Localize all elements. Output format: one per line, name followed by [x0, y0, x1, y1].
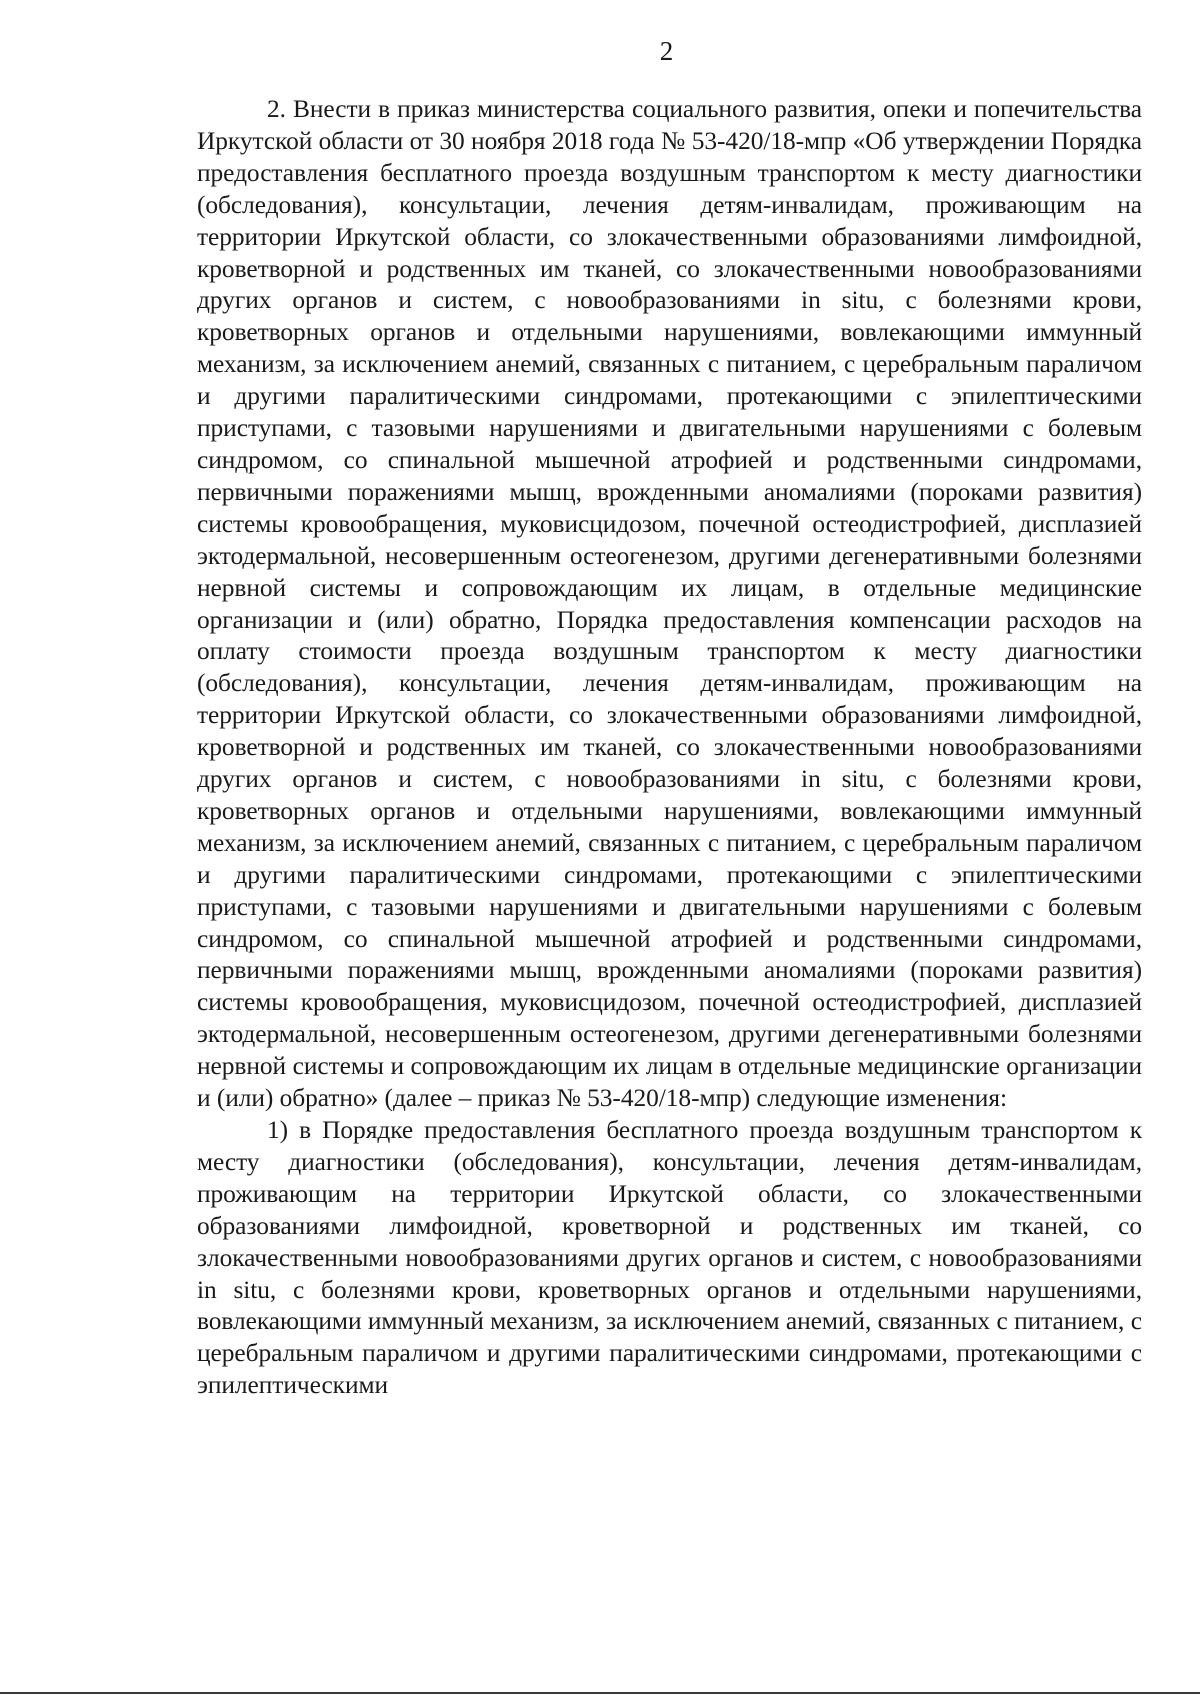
paragraph-item-1: 1) в Порядке предоставления бесплатного проезда воздушным транспортом к месту диагностики (обследования), консультации, лечения детям-инвалидам, проживающим на территории Иркутской области, со злокачественными образованиями лимфоидной, кроветворной и родственных им тканей, со злокачественными новообразованиями других органов и систем, с новообразованиями in situ, с болезнями крови, кроветворных органов и отдельными нарушениями, вовлекающими иммунный механизм, за исключением анемий, связанных с питанием, с церебральным параличом и другими паралитическими синдромами, протекающими с эпилептическими	[197, 1116, 1142, 1400]
paragraph-amendment-intro: 2. Внести в приказ министерства социального развития, опеки и попечительства Иркутской области от 30 ноября 2018 года № 53-420/18-мпр «Об утверждении Порядка предоставления бесплатного проезда воздушным транспортом к месту диагностики (обследования), консультации, лечения детям-инвалидам, проживающим на территории Иркутской области, со злокачественными образованиями лимфоидной, кроветворной и родственных им тканей, со злокачественными новообразованиями других органов и систем, с новообразованиями in situ, с болезнями крови, кроветворных органов и отдельными нарушениями, вовлекающими иммунный механизм, за исключением анемий, связанных с питанием, с церебральным параличом и другими паралитическими синдромами, протекающими с эпилептическими приступами, с тазовыми нарушениями и двигательными нарушениями с болевым синдромом, со спинальной мышечной атрофией и родственными синдромами, первичными поражениями мышц, врожденными аномалиями (пороками развития) системы кровообращения, муковисцидозом, почечной остеодистрофией, дисплазией эктодермальной, несовершенным остеогенезом, другими дегенеративными болезнями нервной системы и сопровождающим их лицам, в отдельные медицинские организации и (или) обратно, Порядка предоставления компенсации расходов на оплату стоимости проезда воздушным транспортом к месту диагностики (обследования), консультации, лечения детям-инвалидам, проживающим на территории Иркутской области, со злокачественными образованиями лимфоидной, кроветворной и родственных им тканей, со злокачественными новообразованиями других органов и систем, с новообразованиями in situ, с болезнями крови, кроветворных органов и отдельными нарушениями, вовлекающими иммунный механизм, за исключением анемий, связанных с питанием, с церебральным параличом и другими паралитическими синдромами, протекающими с эпилептическими приступами, с тазовыми нарушениями и двигательными нарушениями с болевым синдромом, со спинальной мышечной атрофией и родственными синдромами, первичными поражениями мышц, врожденными аномалиями (пороками развития) системы кровообращения, муковисцидозом, почечной остеодистрофией, дисплазией эктодермальной, несовершенным остеогенезом, другими дегенеративными болезнями нервной системы и сопровождающим их лицам в отдельные медицинские организации и (или) обратно» (далее – приказ № 53-420/18-мпр) следующие изменения:	[197, 95, 1142, 1113]
document-body	[197, 94, 1142, 1402]
page-number: 2	[659, 36, 674, 66]
scan-bottom-edge	[0, 1692, 1200, 1694]
